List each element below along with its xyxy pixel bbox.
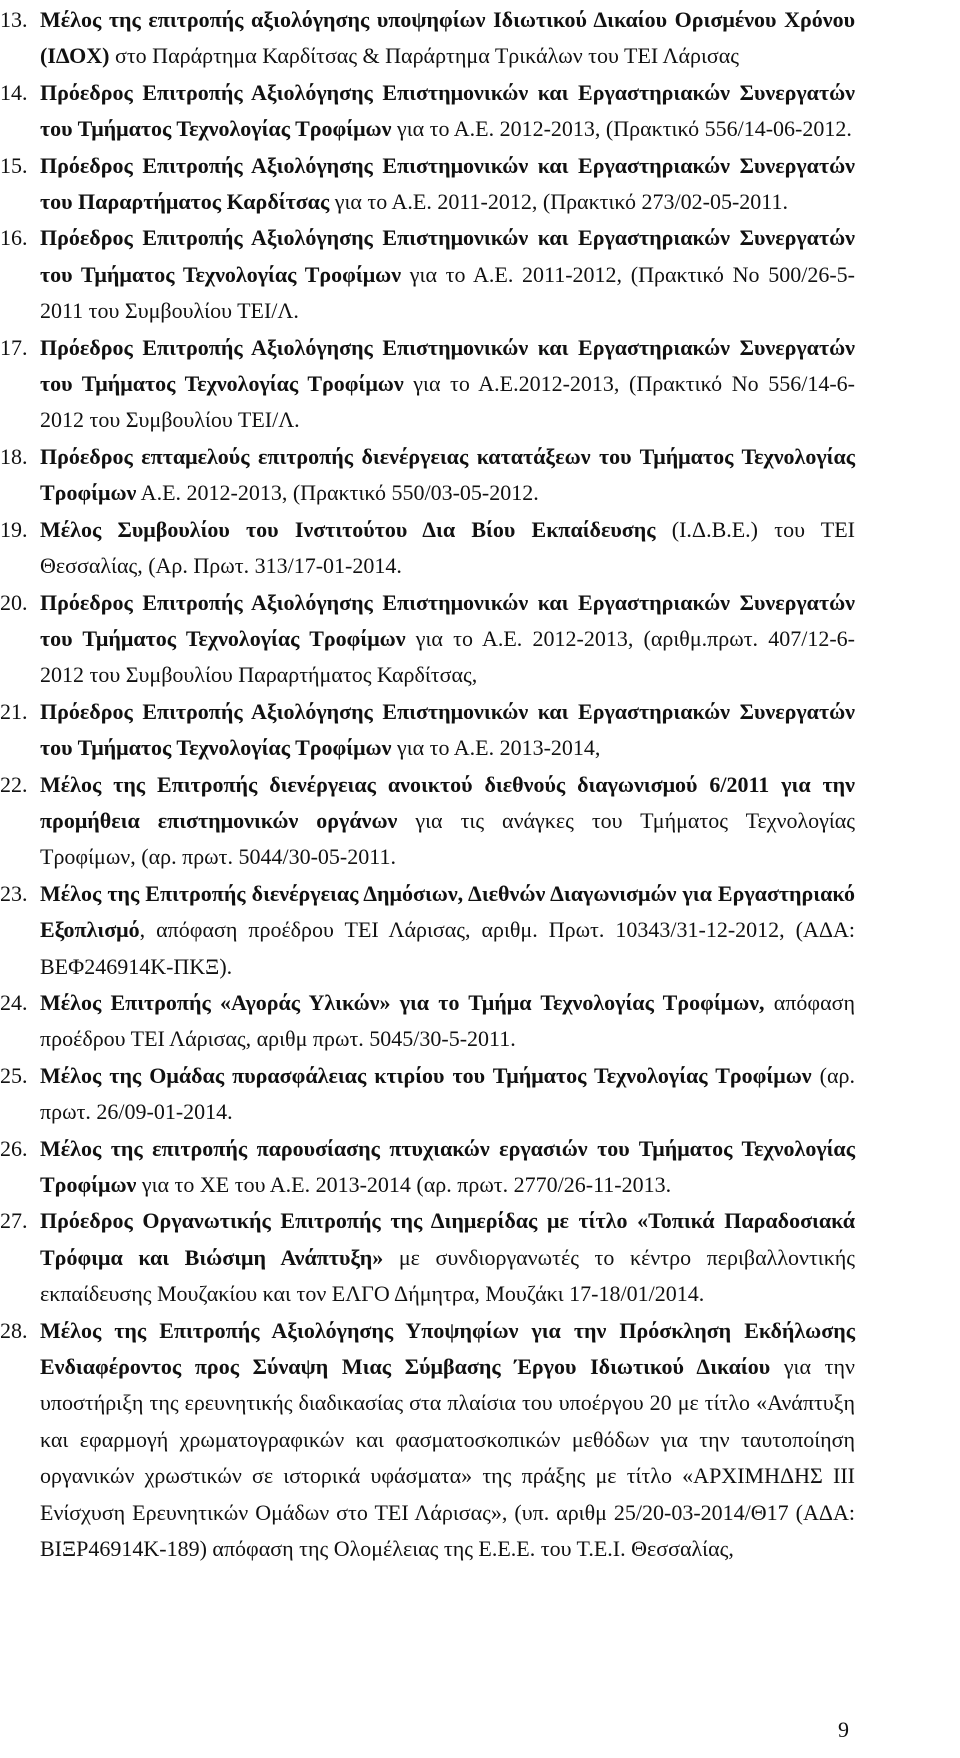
item-title: Πρόεδρος Επιτροπής Αξιολόγησης Επιστημονικών και Εργαστηριακών Συνεργατών του Τμήματος Τεχνολογίας Τροφίμων bbox=[40, 79, 855, 142]
item-details: για την υποστήριξη της ερευνητικής διαδικασίας στα πλαίσια του υποέργου 20 με τίτλο «Ανάπτυξη και εφαρμογή χρωματογραφικών και φασματοσκοπικών μεθόδων για την ταυτοποίηση οργανικών χρωστικών σε ιστορικά υφάσματα» της πράξης με τίτλο «ΑΡΧΙΜΗΔΗΣ ΙΙΙ Ενίσχυση Ερευνητικών Ομάδων στο ΤΕΙ Λάρισας», (υπ. αριθμ 25/20-03-2014/Θ17 (ΑΔΑ: ΒΙΞΡ46914Κ-189) απόφαση της Ολομέλειας της Ε.Ε.Ε. του Τ.Ε.Ι. Θεσσαλίας, bbox=[40, 1354, 855, 1562]
item-title: Πρόεδρος επταμελούς επιτροπής διενέργειας κατατάξεων του Τμήματος Τεχνολογίας Τροφίμων bbox=[40, 443, 855, 506]
item-title: Πρόεδρος Επιτροπής Αξιολόγησης Επιστημονικών και Εργαστηριακών Συνεργατών του Τμήματος Τεχνολογίας Τροφίμων bbox=[40, 589, 855, 651]
item-details: , απόφαση προέδρου ΤΕΙ Λάρισας, αριθμ. Πρωτ. 10343/31-12-2012, (ΑΔΑ: ΒΕΦ246914Κ-ΠΚΞ). bbox=[40, 917, 855, 979]
list-item-17 bbox=[0, 330, 855, 439]
item-title: Πρόεδρος Επιτροπής Αξιολόγησης Επιστημονικών και Εργαστηριακών Συνεργατών του Τμήματος Τεχνολογίας Τροφίμων bbox=[40, 225, 855, 287]
item-title: Μέλος της επιτροπής παρουσίασης πτυχιακών εργασιών του Τμήματος Τεχνολογίας Τροφίμων bbox=[40, 1135, 855, 1197]
item-details: Α.Ε. 2012-2013, (Πρακτικό 550/03-05-2012. bbox=[136, 480, 539, 506]
item-number: 22. bbox=[0, 771, 28, 797]
item-details: για το ΧΕ του Α.Ε. 2013-2014 (αρ. πρωτ. 2770/26-11-2013. bbox=[136, 1172, 672, 1197]
item-title: Πρόεδρος Επιτροπής Αξιολόγησης Επιστημονικών και Εργαστηριακών Συνεργατών του Τμήματος Τεχνολογίας Τροφίμων bbox=[40, 334, 855, 397]
item-number: 17. bbox=[0, 334, 28, 360]
item-details: (αρ. πρωτ. 26/09-01-2014. bbox=[40, 1062, 855, 1125]
item-number: 14. bbox=[0, 79, 28, 105]
item-title: Μέλος Επιτροπής «Αγοράς Υλικών» για το Τμήμα Τεχνολογίας Τροφίμων, bbox=[40, 989, 765, 1015]
item-number: 18. bbox=[0, 443, 28, 469]
list-item-19 bbox=[0, 512, 855, 585]
item-details: για το Α.Ε. 2012-2013, (αριθμ.πρωτ. 407/12-6-2012 του Συμβουλίου Παραρτήματος Καρδίτσας, bbox=[40, 625, 855, 688]
item-number: 20. bbox=[0, 589, 28, 615]
item-number: 16. bbox=[0, 225, 28, 251]
item-details: για το Α.Ε. 2011-2012, (Πρακτικό Νο 500/26-5-2011 του Συμβουλίου ΤΕΙ/Λ. bbox=[40, 261, 855, 324]
list-item-15 bbox=[0, 148, 855, 221]
item-number: 26. bbox=[0, 1135, 28, 1161]
item-title: Πρόεδρος Οργανωτικής Επιτροπής της Διημερίδας με τίτλο «Τοπικά Παραδοσιακά Τρόφιμα και Βιώσιμη Ανάπτυξη» bbox=[40, 1208, 855, 1270]
item-number: 25. bbox=[0, 1062, 28, 1088]
list-item-20 bbox=[0, 585, 855, 694]
item-number: 15. bbox=[0, 152, 28, 178]
item-details: για το Α.Ε. 2011-2012, (Πρακτικό 273/02-05-2011. bbox=[329, 189, 788, 215]
item-details: με συνδιοργανωτές το κέντρο περιβαλλοντικής εκπαίδευσης Μουζακίου και τον ΕΛΓΟ Δήμητρα, Μουζάκι 17-18/01/2014. bbox=[40, 1244, 855, 1307]
item-number: 28. bbox=[0, 1317, 28, 1343]
item-title: Μέλος της Επιτροπής διενέργειας ανοικτού διεθνούς διαγωνισμού 6/2011 για την προμήθεια επιστημονικών οργάνων bbox=[40, 771, 855, 833]
item-number: 24. bbox=[0, 989, 28, 1015]
list-item-16 bbox=[0, 220, 855, 329]
item-number: 21. bbox=[0, 698, 28, 724]
list-item-21 bbox=[0, 694, 855, 767]
item-details: για το Α.Ε.2012-2013, (Πρακτικό Νο 556/14-6-2012 του Συμβουλίου ΤΕΙ/Λ. bbox=[40, 371, 855, 433]
item-title: Μέλος της Επιτροπής Αξιολόγησης Υποψηφίων για την Πρόσκληση Εκδήλωσης Ενδιαφέροντος προς Σύναψη Μιας Σύμβασης Έργου Ιδιωτικού Δικαίου bbox=[40, 1317, 855, 1380]
item-number: 13. bbox=[0, 7, 28, 32]
item-details: για το Α.Ε. 2013-2014, bbox=[391, 735, 601, 761]
list-item-18 bbox=[0, 439, 855, 512]
list-item-24 bbox=[0, 985, 855, 1058]
list-item-23 bbox=[0, 876, 855, 985]
list-item-25 bbox=[0, 1058, 855, 1131]
list-item-13 bbox=[0, 2, 855, 75]
list-item-27 bbox=[0, 1203, 855, 1312]
item-details: στο Παράρτημα Καρδίτσας & Παράρτημα Τρικάλων του ΤΕΙ Λάρισας bbox=[109, 43, 739, 69]
item-details: για τις ανάγκες του Τμήματος Τεχνολογίας Τροφίμων, (αρ. πρωτ. 5044/30-05-2011. bbox=[40, 807, 855, 870]
item-title: Πρόεδρος Επιτροπής Αξιολόγησης Επιστημονικών και Εργαστηριακών Συνεργατών του Τμήματος Τεχνολογίας Τροφίμων bbox=[40, 698, 855, 761]
item-title: Μέλος της Επιτροπής διενέργειας Δημόσιων, Διεθνών Διαγωνισμών για Εργαστηριακό Εξοπλισμό bbox=[40, 880, 855, 943]
item-title: Μέλος της επιτροπής αξιολόγησης υποψηφίων Ιδιωτικού Δικαίου Ορισμένου Χρόνου (ΙΔΟΧ) bbox=[40, 7, 855, 69]
item-title: Πρόεδρος Επιτροπής Αξιολόγησης Επιστημονικών και Εργαστηριακών Συνεργατών του Παραρτήματος Καρδίτσας bbox=[40, 152, 855, 215]
list-item-28 bbox=[0, 1313, 855, 1568]
item-number: 19. bbox=[0, 516, 28, 542]
item-details: απόφαση προέδρου ΤΕΙ Λάρισας, αριθμ πρωτ. 5045/30-5-2011. bbox=[40, 989, 855, 1052]
list-item-22 bbox=[0, 767, 855, 876]
item-number: 27. bbox=[0, 1208, 28, 1234]
page-number: 9 bbox=[838, 1717, 849, 1742]
list-item-14 bbox=[0, 75, 855, 148]
item-details: (Ι.Δ.Β.Ε.) του ΤΕΙ Θεσσαλίας, (Αρ. Πρωτ. 313/17-01-2014. bbox=[40, 516, 855, 579]
item-details: για το Α.Ε. 2012-2013, (Πρακτικό 556/14-06-2012. bbox=[391, 116, 852, 142]
list-item-26 bbox=[0, 1131, 855, 1204]
item-title: Μέλος Συμβουλίου του Ινστιτούτου Δια Βίου Εκπαίδευσης bbox=[40, 516, 656, 542]
item-number: 23. bbox=[0, 880, 28, 906]
item-title: Μέλος της Ομάδας πυρασφάλειας κτιρίου του Τμήματος Τεχνολογίας Τροφίμων bbox=[40, 1062, 812, 1088]
